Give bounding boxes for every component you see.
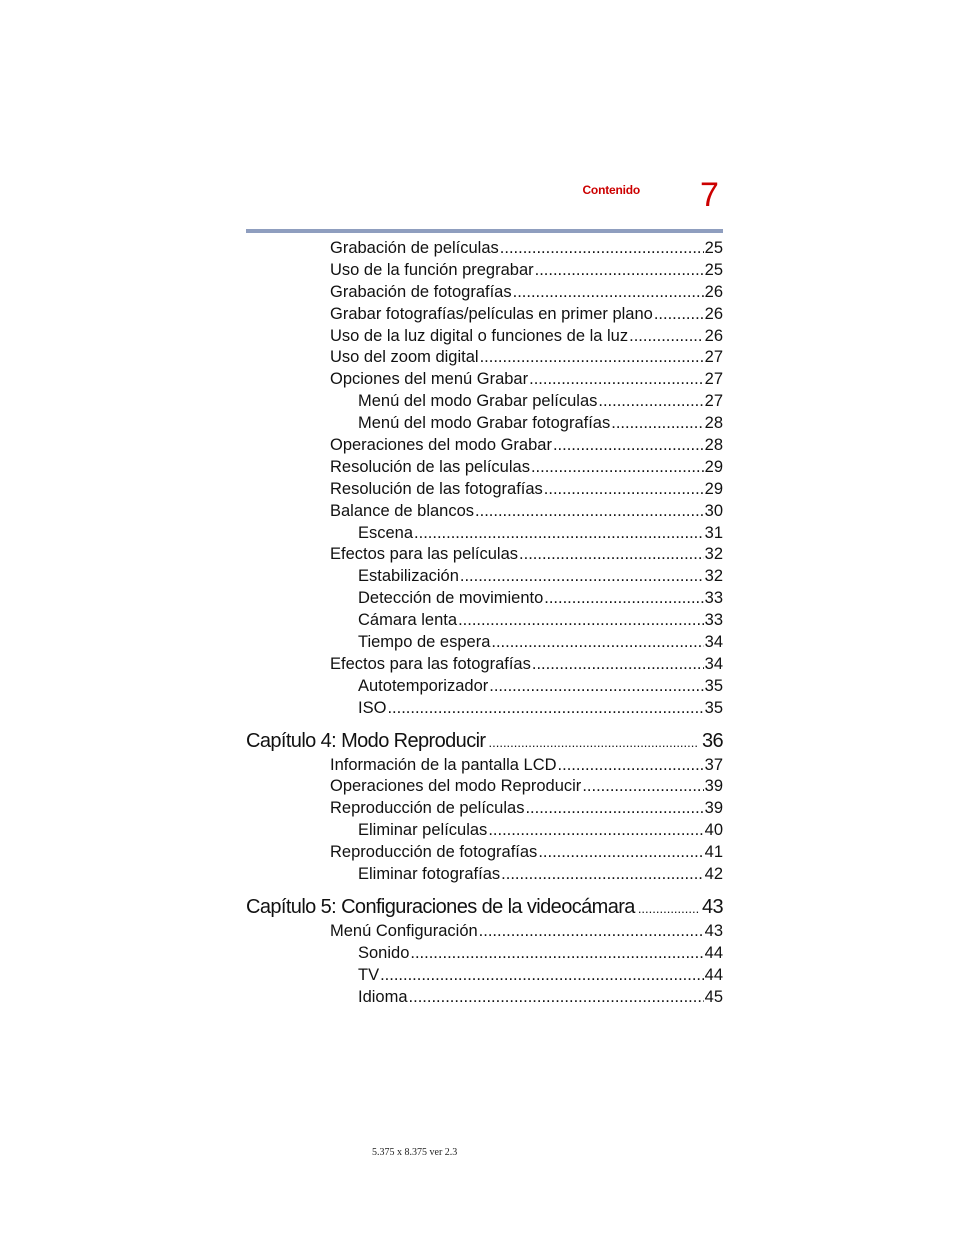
- dot-leader: [380, 966, 704, 985]
- toc-entry-page: 35: [704, 676, 723, 695]
- toc-entry-page: 37: [704, 755, 723, 774]
- dot-leader: [460, 567, 704, 586]
- toc-entry-page: 42: [704, 865, 723, 884]
- toc-entry-page: 41: [704, 843, 723, 862]
- dot-leader: [500, 239, 704, 258]
- toc-entry[interactable]: [246, 699, 723, 721]
- toc-entry-page: 32: [704, 567, 723, 586]
- toc-entry-title: ISO: [358, 698, 387, 717]
- toc-entry[interactable]: [246, 327, 723, 349]
- toc-entry-title: Capítulo 5: Configuraciones de la videocámara: [246, 895, 635, 918]
- dot-leader: [480, 348, 704, 367]
- toc-entry-title: Operaciones del modo Reproducir: [330, 777, 582, 796]
- toc-entry-page: 44: [704, 943, 723, 962]
- toc-entry[interactable]: [246, 633, 723, 655]
- toc-entry-title: Grabación de fotografías: [330, 282, 512, 301]
- dot-leader: [611, 414, 703, 433]
- toc-entry-title: Resolución de las fotografías: [330, 479, 543, 498]
- header-rule: [246, 229, 723, 233]
- table-of-contents: [246, 239, 723, 1010]
- dot-leader: [387, 699, 703, 718]
- toc-entry[interactable]: [246, 545, 723, 567]
- toc-entry[interactable]: [246, 843, 723, 865]
- dot-leader: [513, 283, 704, 302]
- dot-leader: [558, 756, 704, 775]
- dot-leader: [489, 677, 703, 696]
- toc-entry-title: Efectos para las fotografías: [330, 654, 531, 673]
- dot-leader: [629, 327, 704, 346]
- toc-entry-title: Menú del modo Grabar fotografías: [358, 414, 611, 433]
- toc-entry-page: 27: [704, 348, 723, 367]
- dot-leader: [525, 799, 703, 818]
- dot-leader: [598, 392, 703, 411]
- dot-leader: [491, 633, 703, 652]
- toc-entry[interactable]: [246, 777, 723, 799]
- dot-leader: [519, 545, 704, 564]
- toc-entry[interactable]: [246, 305, 723, 327]
- toc-entry-page: 40: [704, 821, 723, 840]
- toc-entry-title: Cámara lenta: [358, 611, 458, 630]
- toc-entry-title: Grabar fotografías/películas en primer plano: [330, 304, 653, 323]
- toc-entry[interactable]: [246, 988, 723, 1010]
- toc-entry-page: 44: [704, 965, 723, 984]
- toc-entry-title: Resolución de las películas: [330, 457, 530, 476]
- dot-leader: [479, 922, 704, 941]
- toc-entry-title: Efectos para las películas: [330, 545, 519, 564]
- dot-leader: [654, 305, 704, 324]
- toc-entry[interactable]: [246, 589, 723, 611]
- dot-leader: [489, 735, 699, 750]
- toc-entry-page: 26: [704, 326, 723, 345]
- footer-version: 5.375 x 8.375 ver 2.3: [372, 1147, 458, 1158]
- toc-entry[interactable]: [246, 865, 723, 887]
- toc-entry[interactable]: [246, 414, 723, 436]
- toc-entry-page: 28: [704, 436, 723, 455]
- toc-entry-title: Autotemporizador: [358, 676, 489, 695]
- toc-entry-title: Menú del modo Grabar películas: [358, 392, 598, 411]
- dot-leader: [458, 611, 704, 630]
- toc-entry-title: Uso del zoom digital: [330, 348, 479, 367]
- dot-leader: [531, 458, 704, 477]
- toc-entry-page: 34: [704, 654, 723, 673]
- toc-entry-title: Reproducción de películas: [330, 799, 525, 818]
- toc-entry-title: Uso de la luz digital o funciones de la luz: [330, 326, 629, 345]
- toc-entry[interactable]: [246, 261, 723, 283]
- dot-leader: [414, 524, 704, 543]
- toc-entry-title: Opciones del menú Grabar: [330, 370, 529, 389]
- dot-leader: [529, 370, 704, 389]
- toc-entry[interactable]: [246, 567, 723, 589]
- toc-entry[interactable]: [246, 392, 723, 414]
- toc-chapter-entry[interactable]: [246, 896, 723, 920]
- toc-entry-title: Detección de movimiento: [358, 589, 544, 608]
- toc-entry-page: 33: [704, 611, 723, 630]
- dot-leader: [501, 865, 703, 884]
- toc-entry-page: 39: [704, 799, 723, 818]
- toc-entry-page: 30: [704, 501, 723, 520]
- toc-entry-page: 31: [704, 523, 723, 542]
- dot-leader: [475, 502, 704, 521]
- toc-entry-title: Balance de blancos: [330, 501, 475, 520]
- dot-leader: [638, 901, 699, 916]
- toc-entry-page: 28: [704, 414, 723, 433]
- toc-entry-page: 29: [704, 457, 723, 476]
- dot-leader: [535, 261, 704, 280]
- toc-entry-page: 43: [704, 921, 723, 940]
- toc-entry[interactable]: [246, 756, 723, 778]
- toc-entry-title: Reproducción de fotografías: [330, 843, 538, 862]
- dot-leader: [538, 843, 703, 862]
- toc-entry-page: 39: [704, 777, 723, 796]
- toc-entry-title: Eliminar películas: [358, 821, 488, 840]
- dot-leader: [582, 777, 703, 796]
- toc-entry-title: Tiempo de espera: [358, 633, 491, 652]
- dot-leader: [544, 480, 704, 499]
- toc-entry-title: Idioma: [358, 987, 408, 1006]
- toc-entry[interactable]: [246, 436, 723, 458]
- toc-entry-title: Grabación de películas: [330, 239, 499, 257]
- toc-entry-page: 26: [704, 304, 723, 323]
- toc-entry-title: Eliminar fotografías: [358, 865, 501, 884]
- dot-leader: [544, 589, 703, 608]
- toc-entry[interactable]: [246, 799, 723, 821]
- toc-entry[interactable]: [246, 348, 723, 370]
- toc-entry[interactable]: [246, 283, 723, 305]
- toc-entry[interactable]: [246, 655, 723, 677]
- running-header-section: Contenido: [582, 183, 640, 197]
- toc-chapter-entry[interactable]: [246, 730, 723, 754]
- toc-entry-page: 25: [704, 239, 723, 257]
- toc-entry-page: 32: [704, 545, 723, 564]
- toc-entry[interactable]: [246, 966, 723, 988]
- toc-entry[interactable]: [246, 611, 723, 633]
- dot-leader: [410, 944, 703, 963]
- dot-leader: [553, 436, 704, 455]
- toc-entry-title: Estabilización: [358, 567, 459, 586]
- toc-entry-page: 43: [701, 895, 723, 918]
- toc-entry-page: 33: [704, 589, 723, 608]
- toc-entry-title: Operaciones del modo Grabar: [330, 436, 552, 455]
- toc-entry-title: Uso de la función pregrabar: [330, 260, 534, 279]
- toc-entry-title: Escena: [358, 523, 414, 542]
- toc-entry[interactable]: [246, 677, 723, 699]
- toc-entry[interactable]: [246, 239, 723, 261]
- page-number: 7: [700, 176, 719, 214]
- toc-entry[interactable]: [246, 524, 723, 546]
- toc-entry-page: 26: [704, 282, 723, 301]
- toc-entry[interactable]: [246, 821, 723, 843]
- toc-entry-page: 27: [704, 370, 723, 389]
- toc-entry-title: Información de la pantalla LCD: [330, 755, 557, 774]
- dot-leader: [532, 655, 704, 674]
- toc-entry-title: Sonido: [358, 943, 410, 962]
- toc-entry[interactable]: [246, 370, 723, 392]
- dot-leader: [488, 821, 703, 840]
- toc-entry-page: 36: [701, 729, 723, 752]
- toc-entry[interactable]: [246, 944, 723, 966]
- toc-entry-title: Menú Configuración: [330, 921, 478, 940]
- toc-entry-page: 45: [704, 987, 723, 1006]
- toc-entry-page: 27: [704, 392, 723, 411]
- toc-entry[interactable]: [246, 480, 723, 502]
- toc-entry-page: 29: [704, 479, 723, 498]
- toc-entry-page: 25: [704, 260, 723, 279]
- toc-entry[interactable]: [246, 458, 723, 480]
- toc-entry[interactable]: [246, 922, 723, 944]
- toc-entry-title: TV: [358, 965, 380, 984]
- toc-entry[interactable]: [246, 502, 723, 524]
- toc-entry-page: 35: [704, 698, 723, 717]
- dot-leader: [409, 988, 704, 1007]
- toc-entry-page: 34: [704, 633, 723, 652]
- toc-entry-title: Capítulo 4: Modo Reproducir: [246, 729, 486, 752]
